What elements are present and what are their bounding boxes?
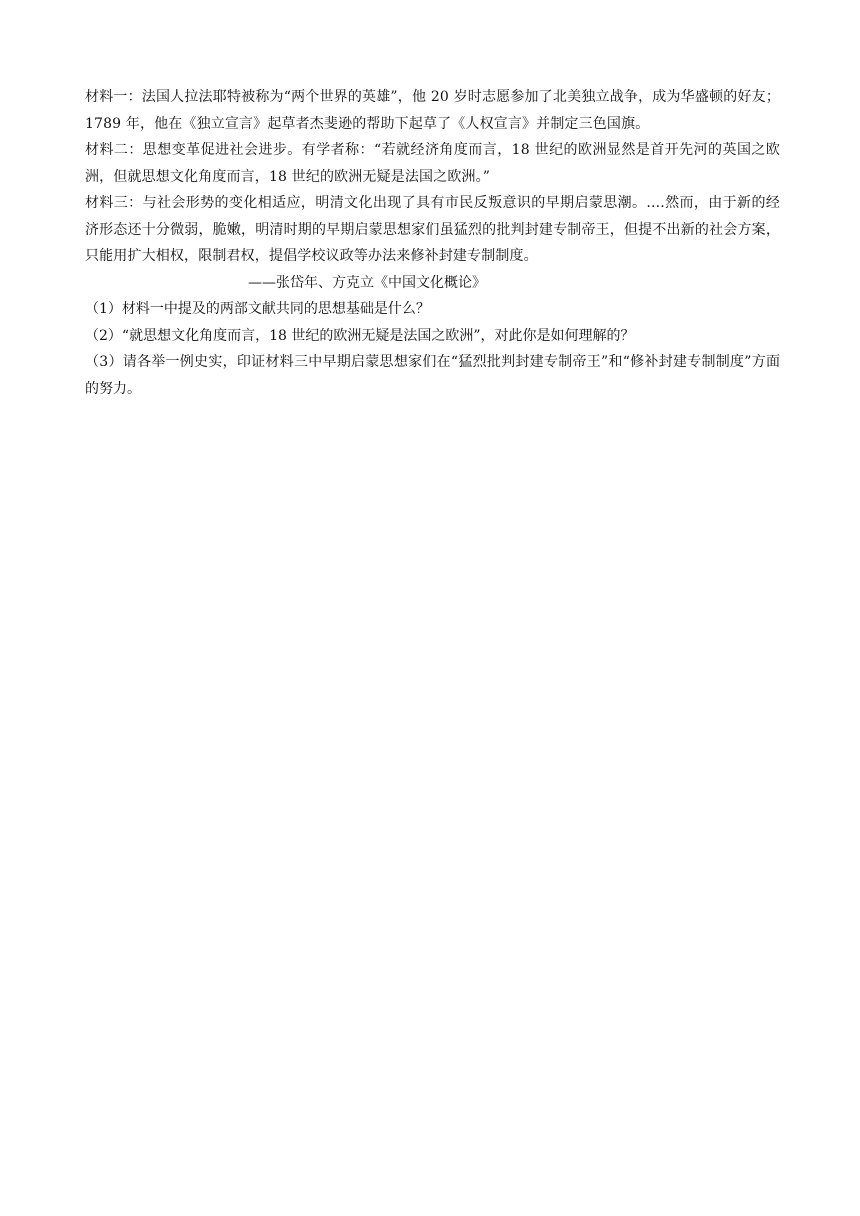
material-two: 材料二：思想变革促进社会进步。有学者称：“若就经济角度而言，18 世纪的欧洲显然是首开先河的英国之欧洲，但就思想文化角度而言，18 世纪的欧洲无疑是法国之欧洲。”: [85, 142, 780, 185]
question-two: （2）“就思想文化角度而言，18 世纪的欧洲无疑是法国之欧洲”，对此你是如何理解的？: [85, 327, 635, 344]
question-three: （3）请各举一例史实，印证材料三中早期启蒙思想家们在“猛烈批判封建专制帝王”和“修补封建专制制度”方面的努力。: [85, 354, 780, 397]
material-one: 材料一：法国人拉法耶特被称为“两个世界的英雄”，他 20 岁时志愿参加了北美独立战争，成为华盛顿的好友；1789 年，他在《独立宣言》起草者杰斐逊的帮助下起草了《人权宣言》并制定三色国旗。: [85, 89, 780, 132]
document-page: [85, 84, 780, 402]
material-three: 材料三：与社会形势的变化相适应，明清文化出现了具有市民反叛意识的早期启蒙思潮。....然而，由于新的经济形态还十分微弱，脆嫩，明清时期的早期启蒙思想家们虽猛烈的批判封建专制帝王，但提不出新的社会方案，只能用扩大相权，限制君权，提倡学校议政等办法来修补封建专制制度。: [85, 195, 780, 264]
source-citation: ——张岱年、方克立《中国文化概论》: [248, 274, 486, 291]
question-one: （1）材料一中提及的两部文献共同的思想基础是什么？: [85, 301, 430, 317]
